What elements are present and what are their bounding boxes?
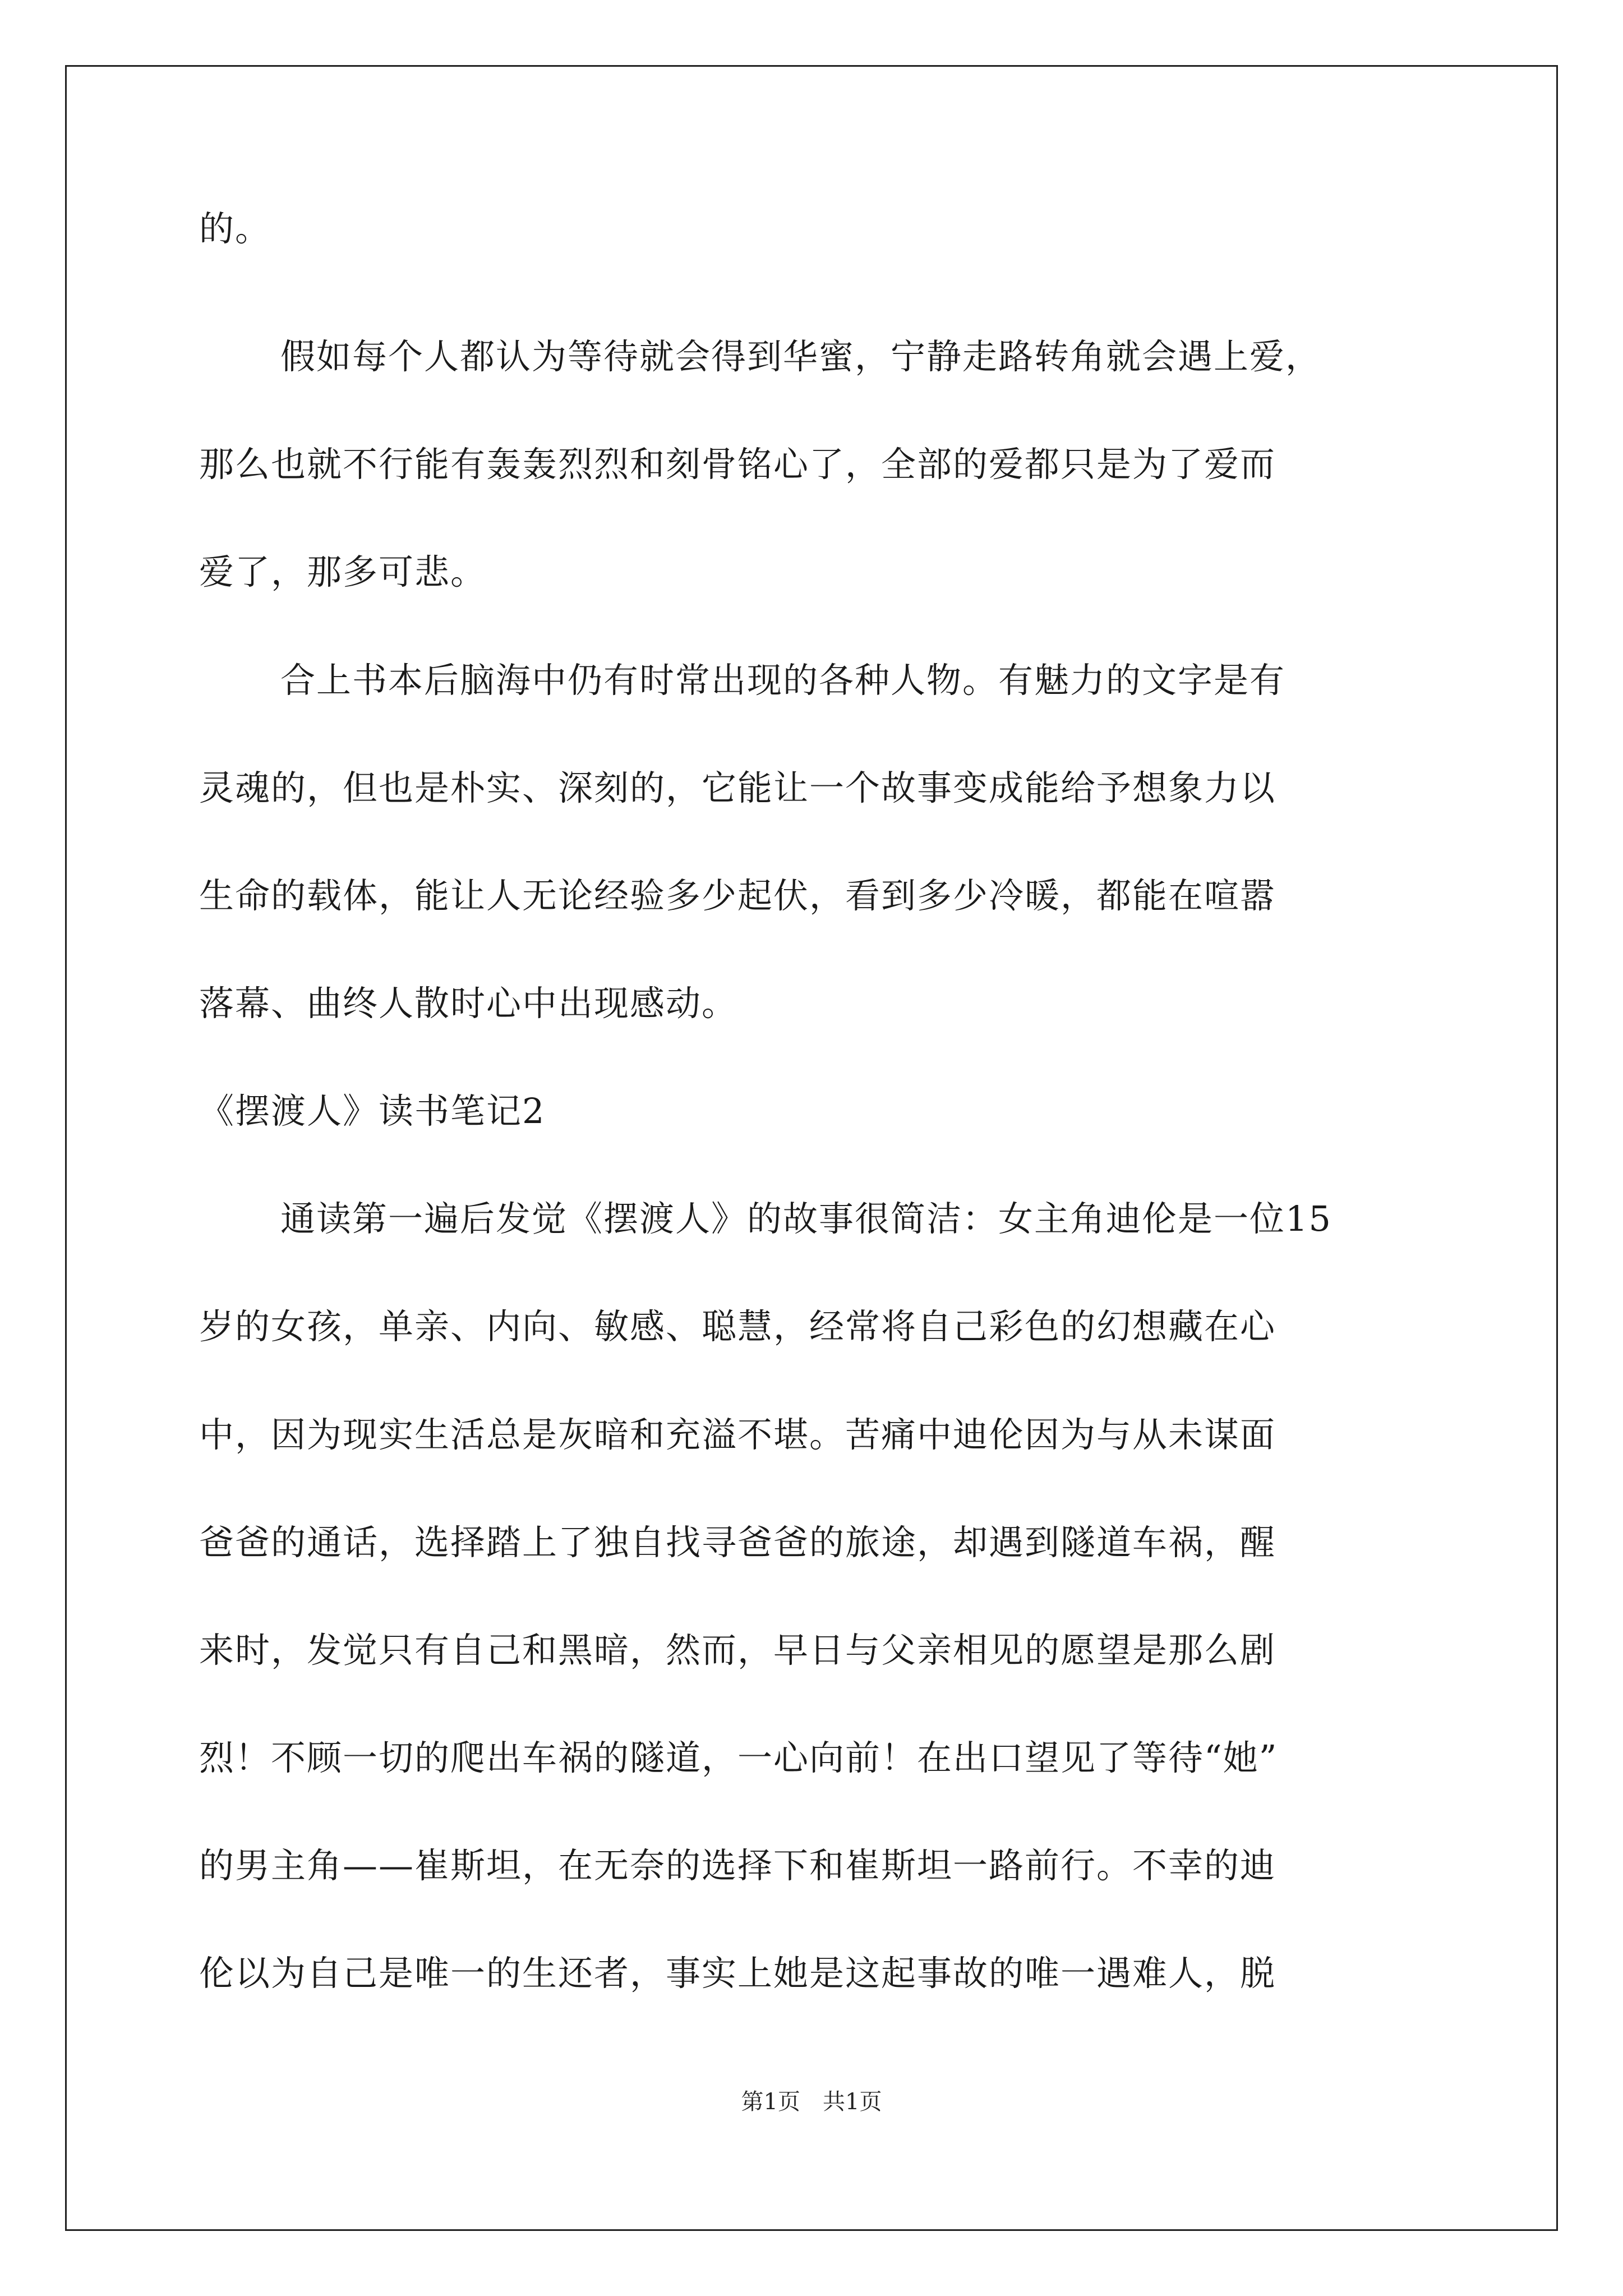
paragraph-start-line: 合上书本后脑海中仍有时常出现的各种人物。有魅力的文字是有 bbox=[280, 660, 1286, 701]
section-heading: 《摆渡人》读书笔记2 bbox=[199, 1091, 546, 1131]
text-line: 灵魂的，但也是朴实、深刻的，它能让一个故事变成能给予想象力以 bbox=[199, 767, 1276, 808]
text-line: 爱了，那多可悲。 bbox=[199, 551, 487, 592]
paragraph-start-line: 通读第一遍后发觉《摆渡人》的故事很简洁：女主角迪伦是一位15 bbox=[280, 1198, 1332, 1239]
text-line: 岁的女孩，单亲、内向、敏感、聪慧，经常将自己彩色的幻想藏在心 bbox=[199, 1306, 1276, 1347]
text-line: 伦以为自己是唯一的生还者，事实上她是这起事故的唯一遇难人，脱 bbox=[199, 1953, 1276, 1994]
text-line: 的。 bbox=[199, 208, 271, 249]
text-line: 烈！不顾一切的爬出车祸的隧道，一心向前！在出口望见了等待“她” bbox=[199, 1737, 1278, 1778]
text-line: 的男主角——崔斯坦，在无奈的选择下和崔斯坦一路前行。不幸的迪 bbox=[199, 1845, 1276, 1886]
text-line: 爸爸的通话，选择踏上了独自找寻爸爸的旅途，却遇到隧道车祸，醒 bbox=[199, 1522, 1276, 1563]
text-line: 那么也就不行能有轰轰烈烈和刻骨铭心了，全部的爱都只是为了爱而 bbox=[199, 444, 1276, 485]
text-line: 生命的载体，能让人无论经验多少起伏，看到多少冷暖，都能在喧嚣 bbox=[199, 875, 1276, 916]
page-border bbox=[65, 65, 1558, 2231]
text-line: 中，因为现实生活总是灰暗和充溢不堪。苦痛中迪伦因为与从未谋面 bbox=[199, 1414, 1276, 1455]
page-number-footer: 第1页 共1页 bbox=[741, 2089, 882, 2115]
text-line: 来时，发觉只有自己和黑暗，然而，早日与父亲相见的愿望是那么剧 bbox=[199, 1630, 1276, 1671]
paragraph-start-line: 假如每个人都认为等待就会得到华蜜，宁静走路转角就会遇上爱， bbox=[280, 336, 1322, 377]
text-line: 落幕、曲终人散时心中出现感动。 bbox=[199, 983, 738, 1024]
